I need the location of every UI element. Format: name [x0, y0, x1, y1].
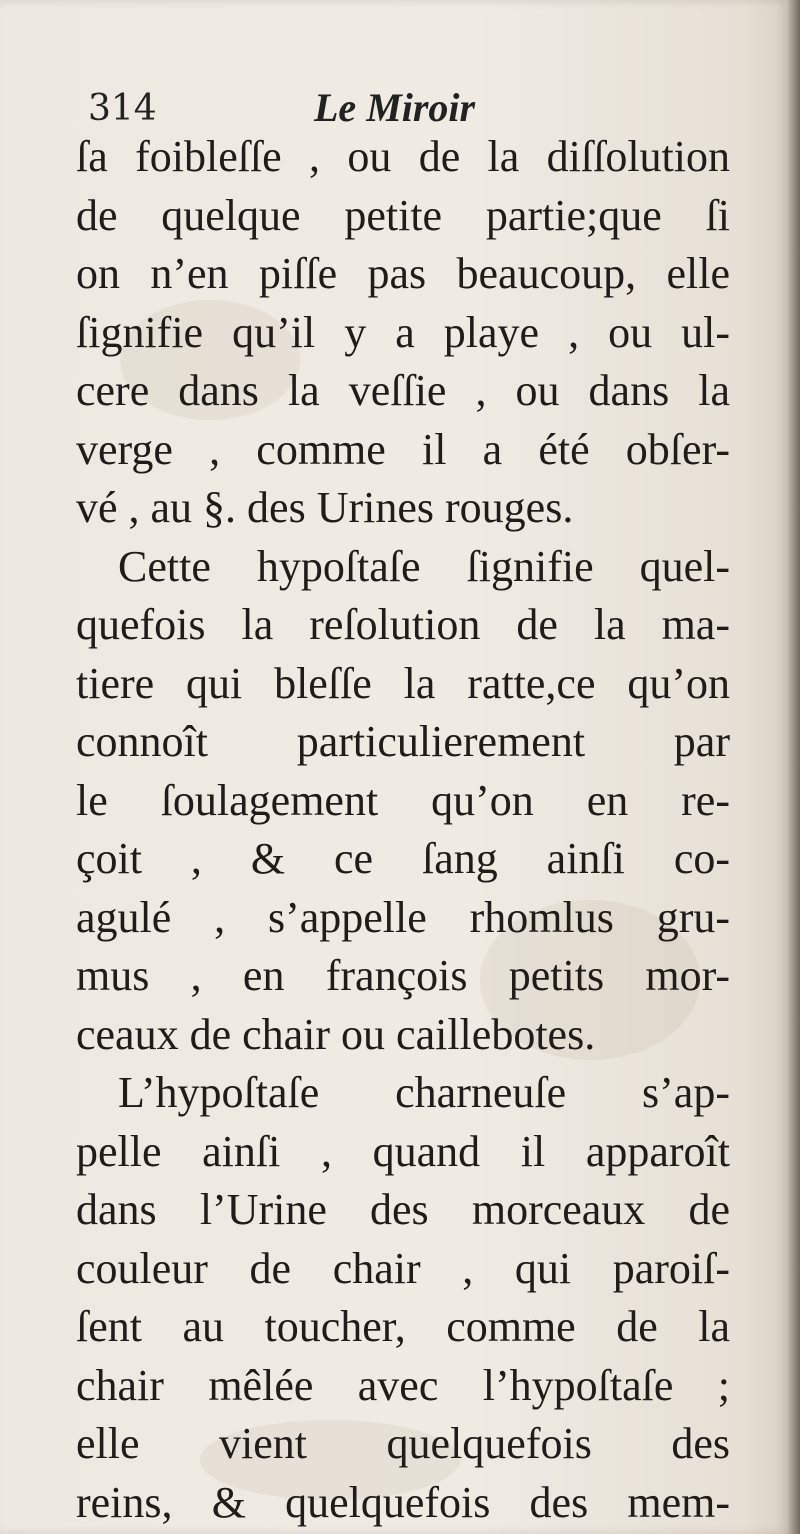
- text-line: le ſoulagement qu’on en re-: [76, 775, 730, 825]
- text-line: cere dans la veſſie , ou dans la: [76, 366, 730, 415]
- page-number: 314: [88, 88, 157, 129]
- text-line: quefois la reſolution de la ma-: [76, 600, 730, 649]
- text-line: on n’en piſſe pas beaucoup, elle: [76, 249, 730, 298]
- text-line: çoit , & ce ſang ainſi co-: [76, 834, 730, 883]
- book-edge: [788, 0, 800, 1534]
- text-line: couleur de chair , qui paroiſ-: [76, 1243, 730, 1293]
- body-text: [76, 128, 730, 1532]
- text-line: verge , comme il a été obſer-: [76, 424, 730, 474]
- text-line: de quelque petite partie;que ſi: [76, 190, 730, 240]
- text-line: ſa foibleſſe , ou de la diſſolution: [76, 132, 730, 181]
- text-line: tiere qui bleſſe la ratte,ce qu’on: [76, 658, 730, 708]
- text-line: chair mêlée avec l’hypoſtaſe ;: [76, 1360, 730, 1410]
- text-line: connoît particulierement par: [76, 717, 730, 766]
- text-line: elle vient quelquefois des: [76, 1419, 730, 1468]
- text-line: dans l’Urine des morceaux de: [76, 1185, 730, 1234]
- text-line: L’hypoſtaſe charneuſe s’ap-: [118, 1068, 730, 1117]
- text-line: pelle ainſi , quand il apparoît: [76, 1126, 730, 1176]
- running-title: Le Miroir: [314, 85, 476, 130]
- text-line: Cette hypoſtaſe ſignifie quel-: [118, 541, 730, 591]
- text-line: agulé , s’appelle rhomlus gru-: [76, 892, 730, 942]
- text-line: ceaux de chair ou caillebotes.: [76, 1009, 596, 1059]
- text-line: reins, & quelquefois des mem-: [76, 1477, 730, 1527]
- text-line: mus , en françois petits mor-: [76, 951, 730, 1000]
- text-line: ſignifie qu’il y a playe , ou ul-: [76, 307, 730, 357]
- text-line: vé , au §. des Urines rouges.: [76, 483, 574, 532]
- text-line: ſent au toucher, comme de la: [76, 1302, 730, 1351]
